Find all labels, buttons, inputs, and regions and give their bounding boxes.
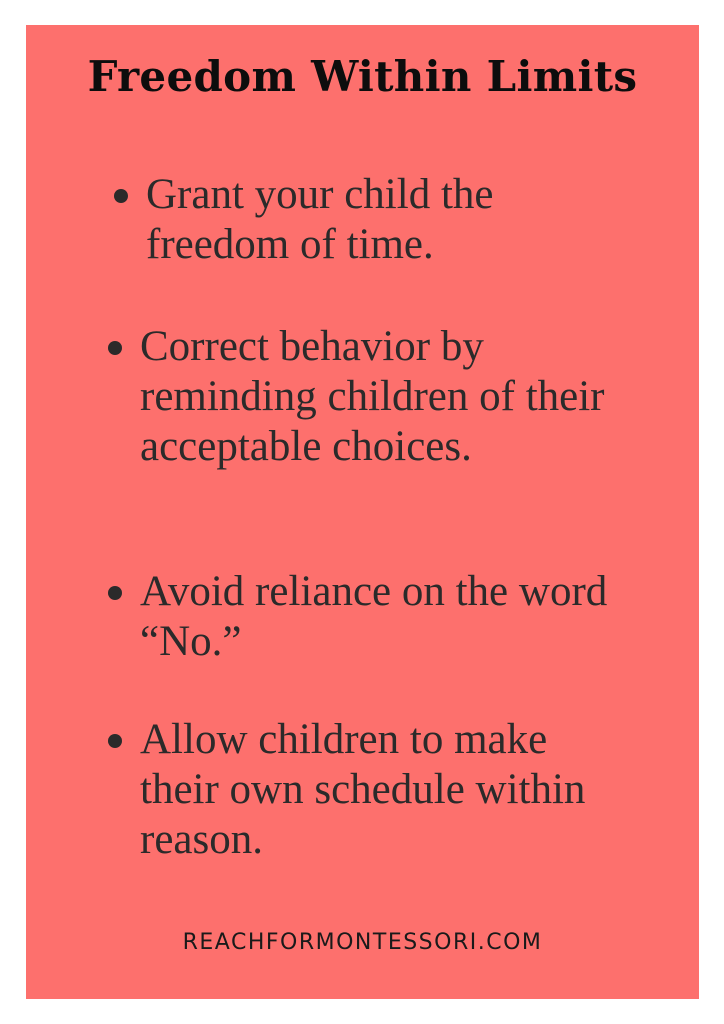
- bullet-text: Allow children to make their own schedule within reason.: [140, 716, 586, 863]
- bullet-text: Avoid reliance on the word “No.”: [140, 568, 608, 665]
- bullet-item: [108, 567, 610, 667]
- bullet-dot-icon: [108, 341, 122, 355]
- bullet-text: Correct behavior by reminding children of their acceptable choices.: [140, 323, 605, 470]
- bullet-dot-icon: [108, 734, 122, 748]
- bullet-text: Grant your child the freedom of time.: [146, 171, 494, 268]
- bullet-dot-icon: [108, 586, 122, 600]
- bullet-item: [108, 715, 630, 865]
- bullet-item: [114, 170, 626, 270]
- website-footer: REACHFORMONTESSORI.COM: [182, 930, 543, 955]
- bullet-item: [108, 322, 610, 472]
- infographic-card: [26, 25, 699, 999]
- bullet-dot-icon: [114, 189, 128, 203]
- page-title: Freedom Within Limits: [87, 52, 638, 101]
